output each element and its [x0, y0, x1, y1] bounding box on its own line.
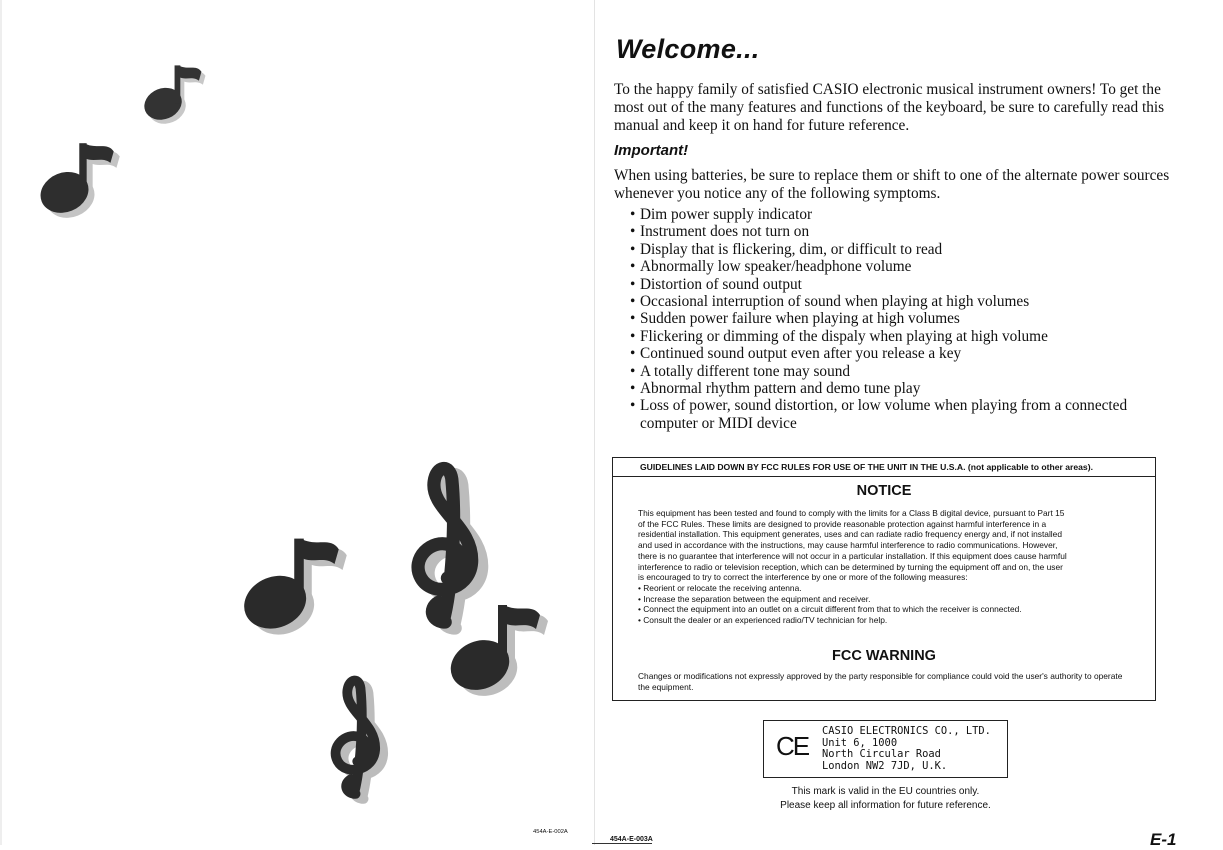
notice-line: there is no guarantee that interference will not occur in a particular installation. If this equipment does cause harmful: [638, 550, 1067, 561]
fcc-warning-heading: FCC WARNING: [832, 648, 936, 664]
notice-line: interference to radio or television reception, which can be determined by turning the equipment off and on, the user: [638, 561, 1063, 572]
symptom-list: [630, 206, 1170, 432]
address-line: Unit 6, 1000: [822, 736, 898, 749]
notice-line: is encouraged to try to correct the interference by one or more of the following measures:: [638, 572, 968, 583]
address-line: North Circular Road: [822, 748, 941, 761]
important-heading: Important!: [614, 142, 689, 159]
music-note-icon: [140, 55, 210, 135]
music-note-icon: [226, 528, 366, 643]
treble-clef-icon: [306, 672, 416, 812]
list-item: • Abnormally low speaker/headphone volume: [630, 258, 1170, 275]
list-item: • Occasional interruption of sound when playing at high volumes: [630, 293, 1170, 310]
music-note-icon: [430, 595, 570, 705]
notice-body: [638, 508, 1134, 626]
fcc-warning-text: Changes or modifications not expressly approved by the party responsible for compliance could void the user's authority to operate the equipment.: [638, 671, 1123, 692]
fcc-guidelines-heading: GUIDELINES LAID DOWN BY FCC RULES FOR USE OF THE UNIT IN THE U.S.A. (not applicable to other areas).: [640, 462, 1093, 472]
intro-paragraph: To the happy family of satisfied CASIO electronic musical instrument owners! To get the most out of the many features and functions of the keyboard, be sure to carefully read this manual and keep it on hand for future reference.: [614, 81, 1165, 135]
address-line: CASIO ELECTRONICS CO., LTD.: [822, 725, 991, 737]
ce-address-box: [763, 720, 1008, 778]
list-item: • Distortion of sound output: [630, 276, 1170, 293]
notice-line: • Connect the equipment into an outlet on a circuit different from that to which the receiver is connected.: [638, 604, 1022, 615]
fcc-notice-box: [612, 457, 1156, 701]
address-line: London NW2 7JD, U.K.: [822, 759, 948, 772]
notice-heading: NOTICE: [856, 483, 912, 499]
list-item: • Continued sound output even after you release a key: [630, 345, 1170, 362]
divider: [592, 843, 652, 844]
manufacturer-address: [822, 726, 991, 772]
document-code: 454A-E-003A: [610, 836, 653, 843]
list-item: • Flickering or dimming of the dispaly when playing at high volume: [630, 328, 1170, 345]
list-item: • Instrument does not turn on: [630, 223, 1170, 240]
list-item: • Loss of power, sound distortion, or low volume when playing from a connected computer or MIDI device: [630, 397, 1170, 432]
notice-line: • Increase the separation between the equipment and receiver.: [638, 593, 871, 604]
eu-note-line: This mark is valid in the EU countries only.: [791, 786, 980, 797]
page-fold: [594, 0, 595, 845]
list-item: • Sudden power failure when playing at high volumes: [630, 310, 1170, 327]
list-item: • A totally different tone may sound: [630, 363, 1170, 380]
page-title: Welcome...: [616, 34, 760, 64]
notice-line: • Consult the dealer or an experienced radio/TV technician for help.: [638, 615, 888, 626]
battery-warning-text: When using batteries, be sure to replace them or shift to one of the alternate power sources whenever you notice any of the following symptoms.: [614, 167, 1170, 203]
list-item: • Dim power supply indicator: [630, 206, 1170, 223]
notice-line: This equipment has been tested and found to comply with the limits for a Class B digital device, pursuant to Part 15: [638, 508, 1065, 518]
list-item: • Display that is flickering, dim, or difficult to read: [630, 241, 1170, 258]
notice-line: of the FCC Rules. These limits are designed to provide reasonable protection against harmful interference in a: [638, 518, 1047, 529]
page-number: E-1: [1150, 830, 1177, 849]
eu-note-line: Please keep all information for future reference.: [780, 799, 991, 811]
notice-line: residential installation. This equipment generates, uses and can radiate radio frequency energy and, if not installed: [638, 529, 1062, 540]
eu-note: [760, 785, 1011, 812]
page-edge: [0, 0, 2, 845]
music-note-icon: [30, 135, 130, 225]
ce-mark-icon: CE: [776, 731, 809, 761]
document-code: 454A-E-002A: [533, 829, 568, 835]
notice-line: • Reorient or relocate the receiving antenna.: [638, 582, 802, 593]
list-item: • Abnormal rhythm pattern and demo tune play: [630, 380, 1170, 397]
notice-line: and used in accordance with the instructions, may cause harmful interference to radio communications. However,: [638, 540, 1058, 551]
divider: [613, 476, 1155, 477]
